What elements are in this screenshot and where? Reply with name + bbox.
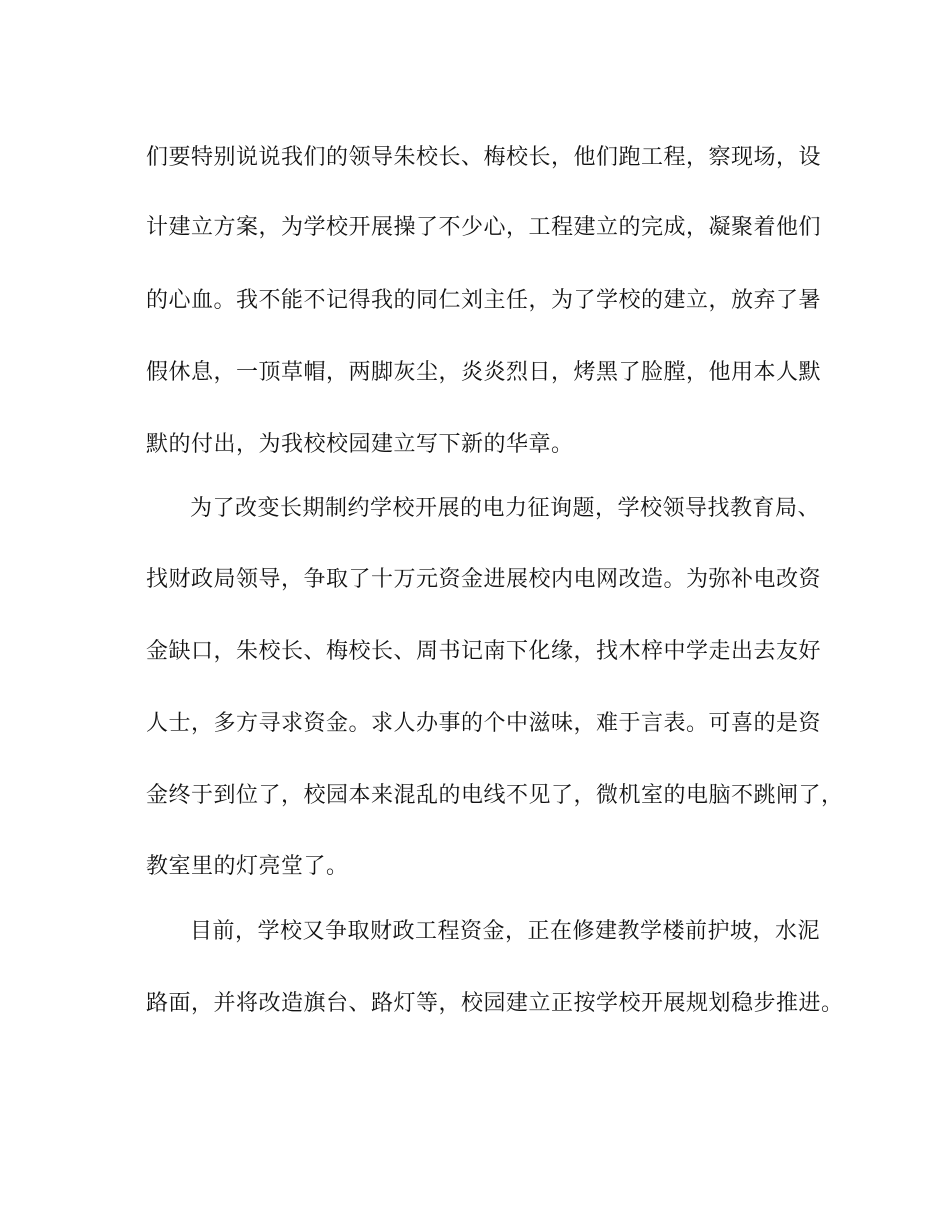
text-line: 人士，多方寻求资金。求人办事的个中滋味，难于言表。可喜的是资 bbox=[146, 711, 822, 736]
paragraph-first-line: 为了改变长期制约学校开展的电力征询题，学校领导找教育局、 bbox=[190, 496, 821, 521]
text-line: 假休息，一顶草帽，两脚灰尘，炎炎烈日，烤黑了脸膛，他用本人默 bbox=[146, 360, 822, 385]
text-line: 教室里的灯亮堂了。 bbox=[146, 854, 349, 879]
text-line: 金终于到位了，校园本来混乱的电线不见了，微机室的电脑不跳闸了， bbox=[146, 783, 844, 808]
text-line: 的心血。我不能不记得我的同仁刘主任，为了学校的建立，放弃了暑 bbox=[146, 288, 822, 313]
text-line: 找财政局领导，争取了十万元资金进展校内电网改造。为弥补电改资 bbox=[146, 567, 822, 592]
text-line: 计建立方案，为学校开展操了不少心，工程建立的完成，凝聚着他们 bbox=[146, 215, 822, 240]
text-line: 们要特别说说我们的领导朱校长、梅校长，他们跑工程，察现场，设 bbox=[146, 145, 822, 170]
text-line: 默的付出，为我校校园建立写下新的华章。 bbox=[146, 432, 574, 457]
paragraph-first-line: 目前，学校又争取财政工程资金，正在修建教学楼前护坡，水泥 bbox=[190, 919, 821, 944]
text-line: 金缺口，朱校长、梅校长、周书记南下化缘，找木梓中学走出去友好 bbox=[146, 639, 822, 664]
text-line: 路面，并将改造旗台、路灯等，校园建立正按学校开展规划稳步推进。 bbox=[146, 991, 844, 1016]
